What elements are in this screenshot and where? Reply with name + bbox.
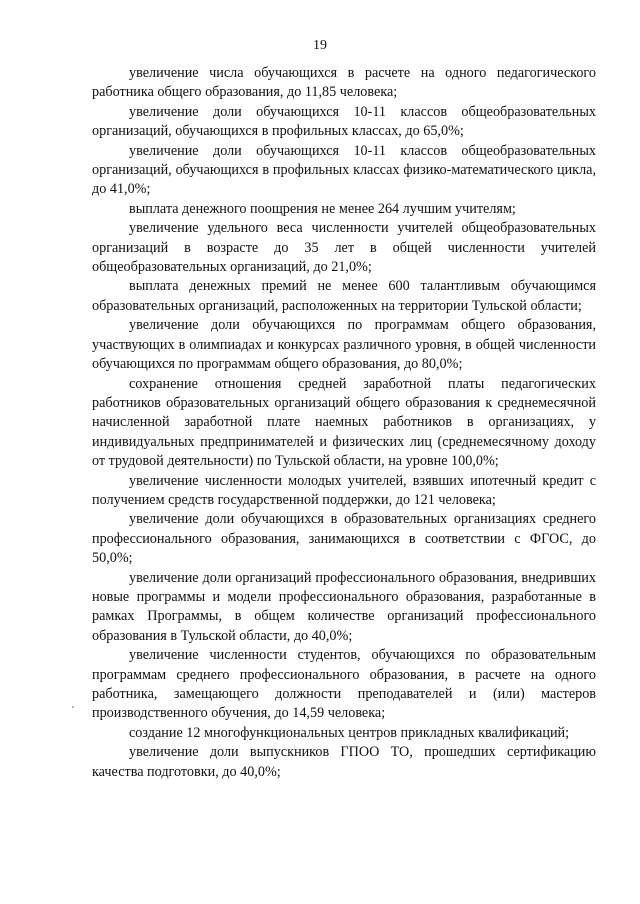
paragraph: выплата денежных премий не менее 600 талантливым обучающимся образовательных организаций, расположенных на территории Тульской области; <box>92 278 596 314</box>
paragraph: увеличение доли обучающихся в образовательных организациях среднего профессионального образования, занимающихся в соответствии с ФГОС, до 50,0%; <box>92 511 596 567</box>
paragraph: сохранение отношения средней заработной платы педагогических работников образовательных организаций общего образования к среднемесячной начисленной заработной плате наемных работников в организациях, у индивидуальных предпринимателей и физических лиц (среднемесячному доходу от трудовой деятельности) по Тульской области, на уровне 100,0%; <box>92 375 596 470</box>
page-number: 19 <box>313 38 327 53</box>
paragraph: увеличение доли организаций профессионального образования, внедривших новые программы и модели профессионального образования, разработанные в рамках Программы, в общем количестве организаций профессионального образования в Тульской области, до 40,0%; <box>92 569 596 644</box>
paragraph: создание 12 многофункциональных центров прикладных квалификаций; <box>129 724 570 741</box>
paragraph: увеличение удельного веса численности учителей общеобразовательных организаций в возрасте до 35 лет в общей численности учителей общеобразовательных организаций, до 21,0%; <box>92 220 596 276</box>
paragraph: увеличение численности молодых учителей, взявших ипотечный кредит с получением средств государственной поддержки, до 121 человека; <box>92 472 596 508</box>
paragraph: увеличение доли обучающихся 10-11 классов общеобразовательных организаций, обучающихся в профильных классах физико-математического цикла, до 41,0%; <box>92 142 596 198</box>
paragraph: увеличение числа обучающихся в расчете на одного педагогического работника общего образования, до 11,85 человека; <box>92 65 596 101</box>
paragraph: увеличение доли обучающихся по программам общего образования, участвующих в олимпиадах и конкурсах различного уровня, в общей численности обучающихся по программам общего образования, до 80,0%; <box>92 317 596 373</box>
paragraph: увеличение доли обучающихся 10-11 классов общеобразовательных организаций, обучающихся в профильных классах, до 65,0%; <box>92 103 596 140</box>
document-body <box>92 64 596 782</box>
paragraph: выплата денежного поощрения не менее 264 лучшим учителям; <box>129 200 516 217</box>
scan-speck <box>72 706 74 708</box>
paragraph: увеличение доли выпускников ГПОО ТО, прошедших сертификацию качества подготовки, до 40,0%; <box>92 744 596 780</box>
paragraph: увеличение численности студентов, обучающихся по образовательным программам среднего профессионального образования, в расчете на одного работника, замещающего должности преподавателей и (или) мастеров производственного обучения, до 14,59 человека; <box>92 647 596 722</box>
